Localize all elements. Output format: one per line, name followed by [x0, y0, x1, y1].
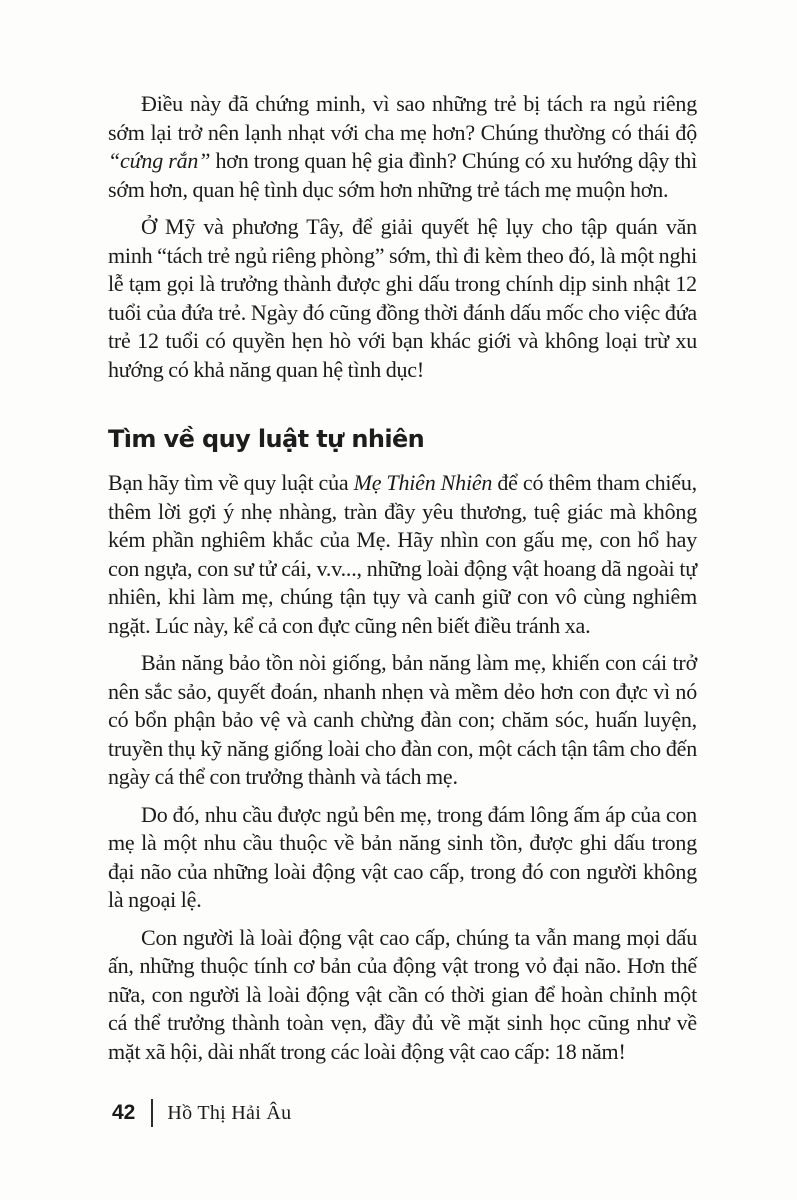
- paragraph-1-italic-phrase: “cứng rắn”: [108, 148, 211, 173]
- paragraph-2: [108, 213, 697, 384]
- paragraph-1-text-cont: hơn trong quan hệ gia đình? Chúng có xu hướng dậy thì sớm hơn, quan hệ tình dục sớm hơn những trẻ tách mẹ muộn hơn.: [108, 148, 697, 202]
- page-footer: [112, 1099, 291, 1128]
- footer-divider: [151, 1099, 153, 1127]
- paragraph-4: [108, 649, 697, 792]
- author-name: Hồ Thị Hải Âu: [167, 1102, 292, 1124]
- paragraph-3-italic-phrase: Mẹ Thiên Nhiên: [353, 470, 493, 495]
- paragraph-2-text: Ở Mỹ và phương Tây, để giải quyết hệ lụy cho tập quán văn minh “tách trẻ ngủ riêng phòng” sớm, thì đi kèm theo đó, là một nghi lễ tạm gọi là trưởng thành được ghi dấu trong chính dịp sinh nhật 12 tuổi của đứa trẻ. Ngày đó cũng đồng thời đánh dấu mốc cho việc đứa trẻ 12 tuổi có quyền hẹn hò với bạn khác giới và không loại trừ xu hướng có khả năng quan hệ tình dục!: [108, 214, 697, 382]
- page-number: 42: [112, 1101, 136, 1124]
- paragraph-5-text: Do đó, nhu cầu được ngủ bên mẹ, trong đám lông ấm áp của con mẹ là một nhu cầu thuộc về bản năng sinh tồn, được ghi dấu trong đại não của những loài động vật cao cấp, trong đó con người không là ngoại lệ.: [108, 801, 697, 912]
- paragraph-3-text: Bạn hãy tìm về quy luật của: [108, 470, 354, 495]
- paragraph-5: [108, 801, 697, 915]
- page-body-text: [108, 90, 697, 1066]
- paragraph-6-text: Con người là loài động vật cao cấp, chúng ta vẫn mang mọi dấu ấn, những thuộc tính cơ bản của động vật trong vỏ đại não. Hơn thế nữa, con người là loài động vật cần có thời gian để hoàn chỉnh một cá thể trưởng thành toàn vẹn, đầy đủ về mặt sinh học cũng như về mặt xã hội, dài nhất trong các loài động vật cao cấp: 18 năm!: [108, 924, 697, 1064]
- paragraph-3: [108, 469, 697, 640]
- paragraph-1-text: Điều này đã chứng minh, vì sao những trẻ bị tách ra ngủ riêng sớm lại trở nên lạnh nhạt với cha mẹ hơn? Chúng thường có thái độ: [108, 91, 697, 145]
- section-heading: Tìm về quy luật tự nhiên: [108, 425, 425, 453]
- paragraph-3-text-cont: để có thêm tham chiếu, thêm lời gợi ý nhẹ nhàng, tràn đầy yêu thương, tuệ giác mà không kém phần nghiêm khắc của Mẹ. Hãy nhìn con gấu mẹ, con hổ hay con ngựa, con sư tử cái, v.v..., những loài động vật hoang dã ngoài tự nhiên, khi làm mẹ, chúng tận tụy và canh giữ con vô cùng nghiêm ngặt. Lúc này, kể cả con đực cũng nên biết điều tránh xa.: [108, 470, 697, 638]
- paragraph-1: [108, 90, 697, 204]
- paragraph-4-text: Bản năng bảo tồn nòi giống, bản năng làm mẹ, khiến con cái trở nên sắc sảo, quyết đoán, nhanh nhẹn và mềm dẻo hơn con đực vì nó có bổn phận bảo vệ và canh chừng đàn con; chăm sóc, huấn luyện, truyền thụ kỹ năng giống loài cho đàn con, một cách tận tâm cho đến ngày cá thể con trưởng thành và tách mẹ.: [108, 650, 697, 789]
- paragraph-6: [108, 924, 697, 1067]
